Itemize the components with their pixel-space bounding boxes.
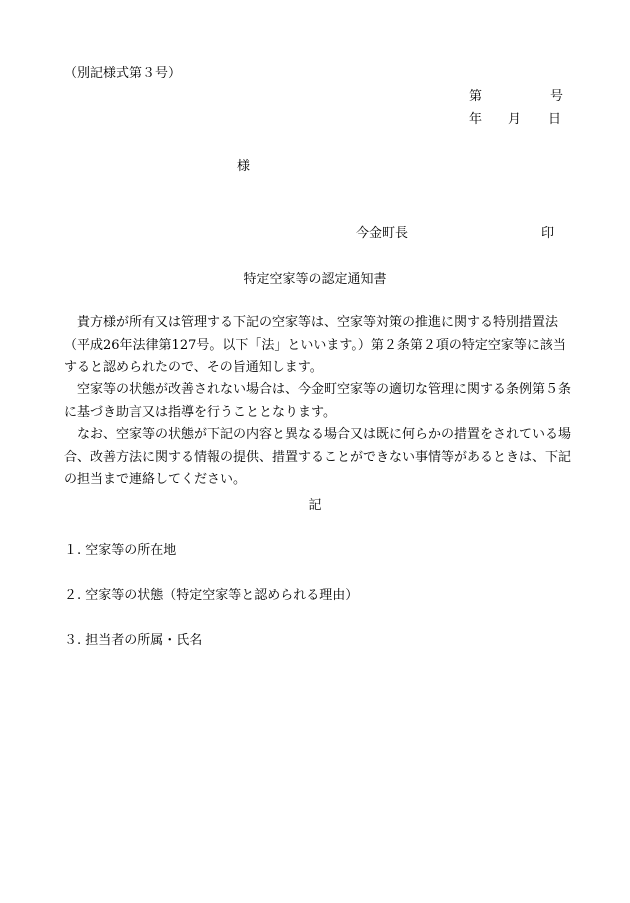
document-number-suffix: 号 xyxy=(550,89,564,104)
sender-name: 今金町長 xyxy=(356,226,409,241)
list-item-location: １. 空家等の所在地 xyxy=(64,543,177,558)
list-item-condition: ２. 空家等の状態（特定空家等と認められる理由） xyxy=(64,588,359,603)
date-month-label: 月 xyxy=(508,112,522,127)
body-paragraph-3: なお、空家等の状態が下記の内容と異なる場合又は既に何らかの措置をされている場合、改善方法に関する情報の提供、措置することができない事情等があるときは、下記の担当まで連絡してください。 xyxy=(64,427,572,487)
list-item-contact: ３. 担当者の所属・氏名 xyxy=(64,633,203,648)
body-paragraph-1: 貴方様が所有又は管理する下記の空家等は、空家等対策の推進に関する特別措置法（平成26年法律第127号。以下「法」といいます。）第２条第２項の特定空家等に該当すると認められたので、その旨通知します。 xyxy=(64,315,566,375)
date-day-label: 日 xyxy=(548,112,562,127)
addressee-honorific: 様 xyxy=(237,159,251,174)
form-number-label: （別記様式第３号） xyxy=(64,66,182,81)
ki-heading: 記 xyxy=(308,498,322,513)
body-paragraph-2: 空家等の状態が改善されない場合は、今金町空家等の適切な管理に関する条例第５条に基づき助言又は指導を行うこととなります。 xyxy=(64,382,572,420)
date-year-label: 年 xyxy=(469,112,483,127)
document-number-prefix: 第 xyxy=(469,89,483,104)
document-title: 特定空家等の認定通知書 xyxy=(243,272,387,287)
seal-mark: 印 xyxy=(541,226,555,241)
